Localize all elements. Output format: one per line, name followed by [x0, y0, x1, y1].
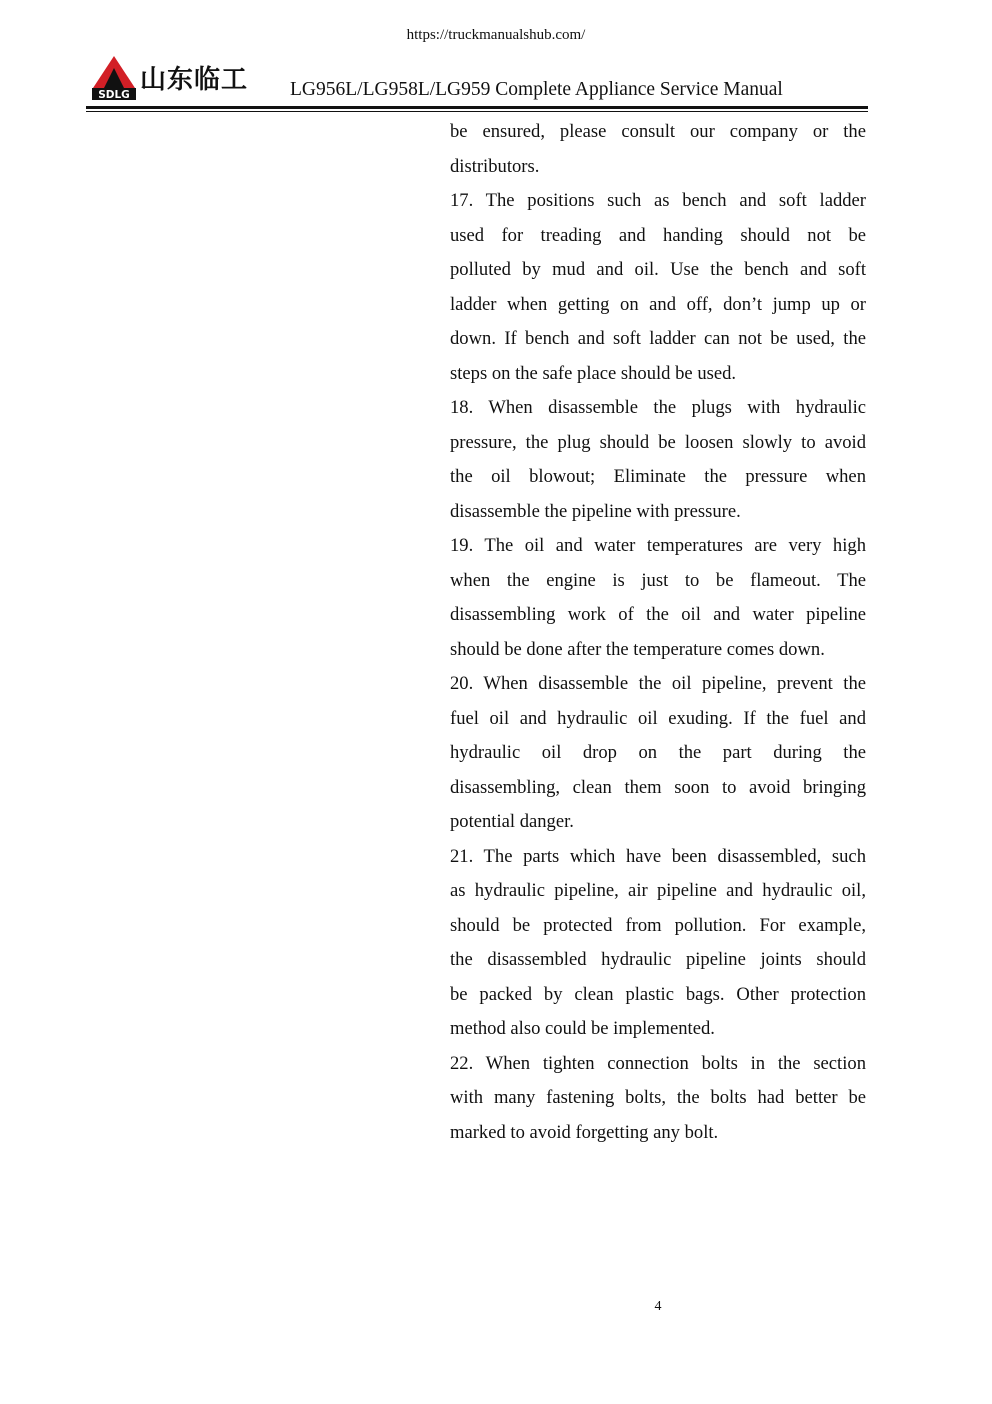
text-line: method also could be implemented.	[450, 1018, 715, 1039]
text-line: 18. When disassemble the plugs with hydraulic	[450, 397, 866, 418]
text-line: when the engine is just to be flameout. The	[450, 569, 866, 591]
text-line: be packed by clean plastic bags. Other protection	[450, 983, 866, 1005]
text-line: disassemble the pipeline with pressure.	[450, 500, 741, 522]
text-line: 21. The parts which have been disassembled, such	[450, 845, 866, 867]
svg-text:山东临工: 山东临工	[140, 65, 249, 95]
text-line: should be protected from pollution. For example,	[450, 914, 866, 936]
text-line: be ensured, please consult our company or the	[450, 121, 866, 142]
header-rule	[86, 106, 868, 109]
text-line: 20. When disassemble the oil pipeline, prevent the	[450, 673, 866, 694]
text-line: distributors.	[450, 155, 540, 177]
text-line: disassembling, clean them soon to avoid bringing	[450, 776, 866, 798]
text-line: potential danger.	[450, 811, 574, 832]
text-line: pressure, the plug should be loosen slowly to avoid	[450, 431, 866, 453]
text-line: used for treading and handing should not be	[450, 224, 866, 246]
text-line: down. If bench and soft ladder can not be used, the	[450, 328, 866, 349]
text-line: marked to avoid forgetting any bolt.	[450, 1121, 719, 1143]
svg-text:SDLG: SDLG	[98, 89, 130, 101]
text-line: should be done after the temperature comes down.	[450, 638, 825, 660]
text-line: the disassembled hydraulic pipeline joints should	[450, 949, 866, 970]
text-line: 22. When tighten connection bolts in the section	[450, 1052, 866, 1074]
text-line: steps on the safe place should be used.	[450, 362, 737, 384]
text-line: 17. The positions such as bench and soft ladder	[450, 190, 866, 211]
text-line: hydraulic oil drop on the part during the	[450, 742, 866, 763]
header-rule-thin	[86, 111, 868, 112]
text-line: as hydraulic pipeline, air pipeline and hydraulic oil,	[450, 880, 866, 901]
text-line: the oil blowout; Eliminate the pressure when	[450, 466, 866, 487]
text-line: fuel oil and hydraulic oil exuding. If the fuel and	[450, 707, 866, 729]
text-line: 19. The oil and water temperatures are very high	[450, 535, 866, 556]
sdlg-logo	[90, 54, 270, 102]
sdlg-logo-mark	[90, 54, 270, 102]
text-line: ladder when getting on and off, don’t jump up or	[450, 293, 866, 315]
page-number: 4	[654, 1299, 662, 1314]
text-line: polluted by mud and oil. Use the bench and soft	[450, 259, 866, 280]
source-url: https://truckmanualshub.com/	[406, 27, 586, 43]
body-text	[450, 115, 866, 1150]
text-line: with many fastening bolts, the bolts had better be	[450, 1087, 866, 1108]
manual-title: LG956L/LG958L/LG959 Complete Appliance Service Manual	[290, 79, 783, 100]
text-line: disassembling work of the oil and water pipeline	[450, 604, 866, 625]
